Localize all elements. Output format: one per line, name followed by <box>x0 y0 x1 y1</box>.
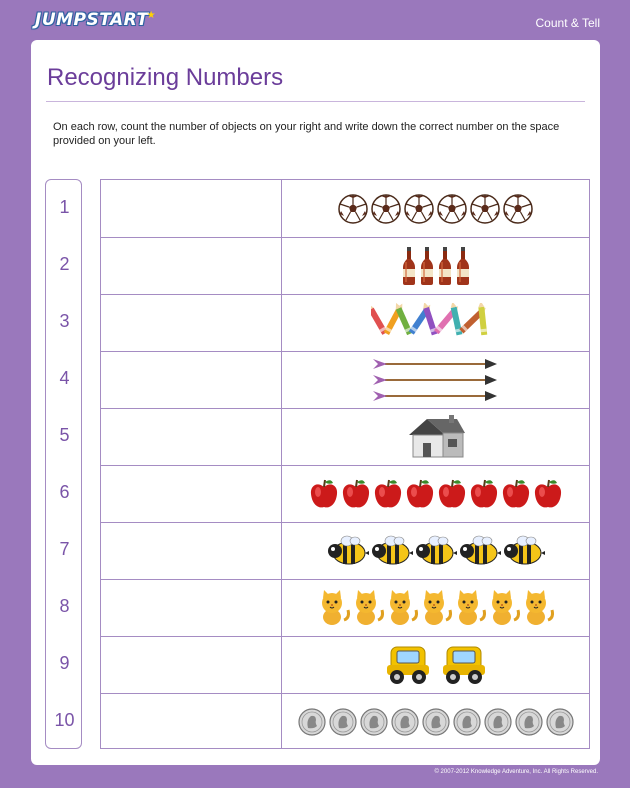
objects-cell <box>282 408 589 465</box>
cat-icon <box>386 590 418 626</box>
objects-cell <box>282 579 589 636</box>
coin-icon <box>484 708 512 736</box>
objects-cell <box>282 465 589 522</box>
objects-cell <box>282 693 589 750</box>
bottle-icon <box>402 247 416 285</box>
soccer-ball-group <box>338 194 533 224</box>
cat-icon <box>522 590 554 626</box>
car-icon <box>385 645 431 685</box>
soccer-ball-icon <box>338 194 368 224</box>
apple-icon <box>437 478 467 510</box>
apple-icon <box>341 478 371 510</box>
bottle-group <box>402 247 470 285</box>
cat-icon <box>454 590 486 626</box>
row-number: 10 <box>54 710 75 730</box>
soccer-ball-icon <box>371 194 401 224</box>
objects-cell <box>282 351 589 408</box>
coin-icon <box>515 708 543 736</box>
car-icon <box>441 645 487 685</box>
soccer-ball-icon <box>437 194 467 224</box>
answer-space[interactable] <box>101 693 281 750</box>
arrow-icon <box>373 357 498 371</box>
bottle-icon <box>456 247 470 285</box>
house-group <box>405 415 467 459</box>
car-group <box>385 645 487 685</box>
apple-icon <box>309 478 339 510</box>
coin-icon <box>391 708 419 736</box>
row-number: 4 <box>59 368 70 388</box>
soccer-ball-icon <box>503 194 533 224</box>
apple-group <box>309 478 563 510</box>
objects-cell <box>282 294 589 351</box>
row-number: 3 <box>59 311 70 331</box>
arrow-group <box>373 357 498 403</box>
cat-icon <box>352 590 384 626</box>
row-number: 2 <box>59 254 70 274</box>
row-number: 6 <box>59 482 70 502</box>
arrow-icon <box>373 373 498 387</box>
title-divider <box>46 101 585 102</box>
row-number-column <box>45 179 82 749</box>
coin-icon <box>298 708 326 736</box>
answer-space[interactable] <box>101 294 281 351</box>
worksheet-card <box>31 40 600 765</box>
answer-space[interactable] <box>101 465 281 522</box>
jumpstart-logo: JUMPSTART★ <box>35 10 157 30</box>
row-number: 1 <box>59 197 70 217</box>
row-number: 9 <box>59 653 70 673</box>
bottle-icon <box>420 247 434 285</box>
bee-group <box>327 535 545 567</box>
cat-group <box>318 590 554 626</box>
coin-icon <box>422 708 450 736</box>
answer-space[interactable] <box>101 408 281 465</box>
coin-icon <box>329 708 357 736</box>
coin-group <box>298 708 574 736</box>
coin-icon <box>546 708 574 736</box>
answer-space[interactable] <box>101 237 281 294</box>
objects-cell <box>282 237 589 294</box>
copyright: © 2007-2012 Knowledge Adventure, Inc. All Rights Reserved. <box>434 769 598 775</box>
bottle-icon <box>438 247 452 285</box>
cat-icon <box>420 590 452 626</box>
soccer-ball-icon <box>404 194 434 224</box>
apple-icon <box>501 478 531 510</box>
bee-icon <box>459 535 501 567</box>
row-number: 7 <box>59 539 70 559</box>
bee-icon <box>371 535 413 567</box>
apple-icon <box>533 478 563 510</box>
answer-space[interactable] <box>101 522 281 579</box>
apple-icon <box>469 478 499 510</box>
coin-icon <box>453 708 481 736</box>
bee-icon <box>503 535 545 567</box>
house-icon <box>405 415 467 459</box>
answer-space[interactable] <box>101 351 281 408</box>
bee-icon <box>327 535 369 567</box>
soccer-ball-icon <box>470 194 500 224</box>
page-title: Recognizing Numbers <box>47 64 284 91</box>
arrow-icon <box>373 389 498 403</box>
objects-cell <box>282 180 589 237</box>
answer-space[interactable] <box>101 180 281 237</box>
row-number: 5 <box>59 425 70 445</box>
apple-icon <box>373 478 403 510</box>
section-label: Count & Tell <box>535 16 600 30</box>
bee-icon <box>415 535 457 567</box>
cat-icon <box>318 590 350 626</box>
objects-cell <box>282 522 589 579</box>
coin-icon <box>360 708 388 736</box>
row-number: 8 <box>59 596 70 616</box>
answer-space[interactable] <box>101 636 281 693</box>
instructions: On each row, count the number of objects on your right and write down the correct number on the space provided on your left. <box>53 121 560 147</box>
crayon-group <box>371 303 501 343</box>
apple-icon <box>405 478 435 510</box>
crayon-icon <box>371 303 501 343</box>
objects-cell <box>282 636 589 693</box>
counting-grid <box>100 179 590 749</box>
answer-space[interactable] <box>101 579 281 636</box>
cat-icon <box>488 590 520 626</box>
